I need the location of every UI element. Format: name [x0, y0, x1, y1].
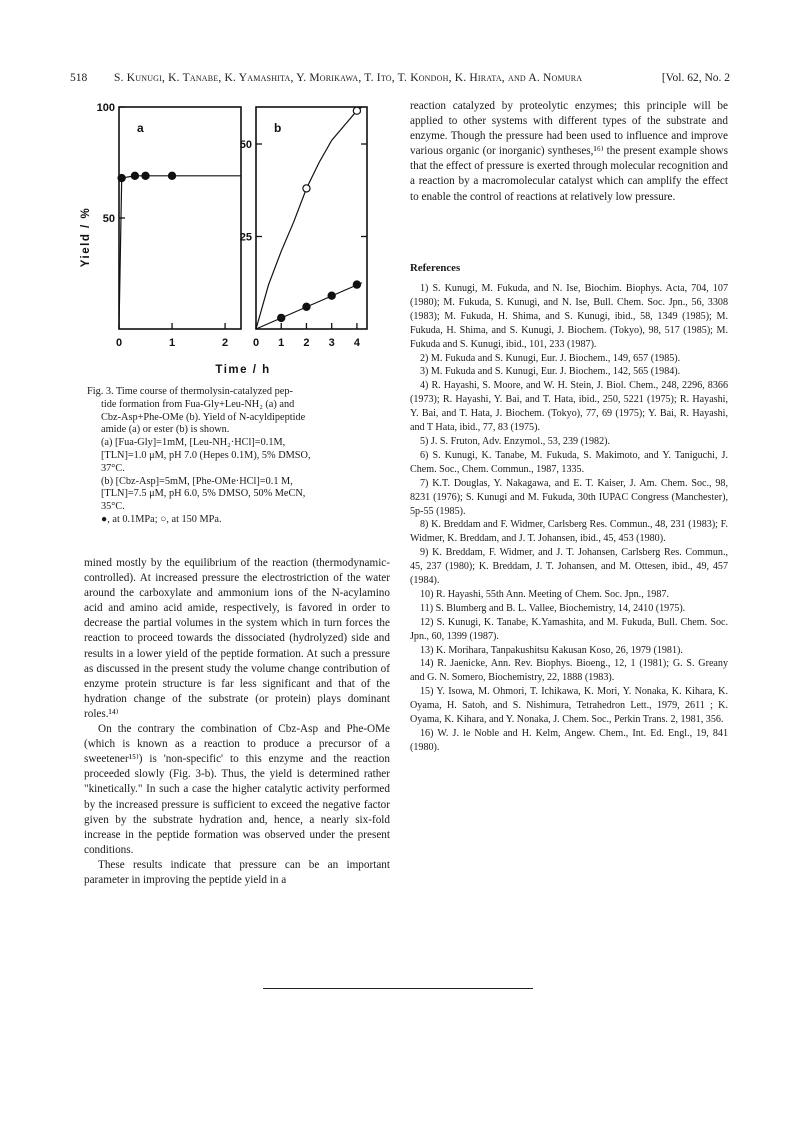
reference-item: 1) S. Kunugi, M. Fukuda, and N. Ise, Biochim. Biophys. Acta, 704, 107 (1980); M. Fukuda, S. Kunugi, and N. Ise, Bull. Chem. Soc. Jpn., 56, 3308 (1983); M. Fukuda, H. Shima, and S. Kunugi, ibid., 58, 1349 (1985); M. Fukuda, H. Shima, and S. Kunugi, J. Biochem. (Tokyo), 98, 517 (1985); M. Fukuda and S. Kunugi, ibid., 101, 233 (1987). [410, 283, 728, 350]
caption-line: [TLN]=1.0 μM, pH 7.0 (Hepes 0.1M), 5% DMSO, [101, 449, 311, 461]
reference-item: 16) W. J. le Noble and H. Kelm, Angew. Chem., Int. Ed. Engl., 19, 841 (1980). [410, 728, 728, 753]
x-axis-label: Time / h [215, 364, 271, 376]
footer-rule [263, 988, 533, 989]
caption-line: ●, at 0.1MPa; ○, at 150 MPa. [101, 513, 222, 525]
data-point-filled [168, 172, 175, 179]
reference-item: 12) S. Kunugi, K. Tanabe, K.Yamashita, and M. Fukuda, Bull. Chem. Soc. Jpn., 60, 1399 (1987). [410, 616, 728, 642]
body-paragraph: These results indicate that pressure can be an important parameter in improving the peptide yield in a [84, 858, 390, 886]
data-point-open [303, 185, 310, 192]
data-point-filled [131, 172, 138, 179]
data-point-open [353, 107, 360, 114]
figure-3-chart [75, 97, 390, 382]
figure-caption [87, 386, 390, 527]
caption-line: Fig. 3. Time course of thermolysin-catalyzed pep- [87, 386, 293, 397]
panel-label: a [137, 121, 144, 135]
reference-item: 11) S. Blumberg and B. L. Vallee, Biochemistry, 14, 2410 (1975). [420, 602, 686, 614]
y-tick-label: 100 [96, 102, 115, 114]
reference-item: 14) R. Jaenicke, Ann. Rev. Biophys. Bioeng., 12, 1 (1981); G. S. Greany and G. N. Somero, Biochemistry, 22, 1888 (1983). [410, 658, 728, 684]
x-tick-label: 4 [353, 337, 360, 349]
left-column-body [84, 556, 390, 888]
x-tick-label: 2 [303, 337, 310, 349]
data-point-filled [118, 174, 125, 181]
data-point-filled [278, 314, 285, 321]
plot-frame [119, 107, 241, 329]
caption-line: amide (a) or ester (b) is shown. [101, 424, 230, 436]
plot-frame [256, 107, 367, 329]
reference-item: 2) M. Fukuda and S. Kunugi, Eur. J. Biochem., 149, 657 (1985). [420, 352, 681, 364]
header-volume: [Vol. 62, No. 2 [661, 72, 730, 84]
right-column-body [410, 99, 728, 205]
caption-line: tide formation from Fua-Gly+Leu-NH₂ (a) and [101, 398, 295, 410]
page-number: 518 [70, 72, 88, 84]
x-tick-label: 2 [222, 337, 229, 349]
x-tick-label: 0 [115, 337, 123, 349]
body-paragraph: reaction catalyzed by proteolytic enzymes; this principle will be applied to other systems with different types of the substrate and enzyme. Though the pressure had been used to influence and improve various organic (or inorganic) syntheses,¹⁶⁾ the present example shows that the effect of pressure is exerted through molecular recognition and a reaction by a macromolecular catalyst which can amplify the effect to enable the control of reactions at relatively low pressure. [410, 100, 728, 203]
fit-curve [119, 176, 241, 329]
panel-label: b [274, 121, 282, 135]
x-tick-label: 3 [328, 337, 335, 349]
y-tick-label: 50 [239, 139, 252, 151]
reference-item: 9) K. Breddam, F. Widmer, and J. T. Johansen, Carlsberg Res. Commun., 45, 237 (1980); K. Breddam, J. T. Johansen, and M. Ottesen, ibid., 49, 457 (1984). [410, 547, 728, 587]
body-paragraph: On the contrary the combination of Cbz-Asp and Phe-OMe (which is known as a reaction to produce a precursor of a sweetener¹⁵⁾) is 'non-specific' to this enzyme and the reaction proceeded slowly (Fig. 3-b). Thus, the yield is determined rather "kinetically." In such a case the higher catalytic activity performed by the increased pressure is sufficient to exceed the negative factor given by the substrate hydration and, hence, a nearly six-fold increase in the peptide formation was observed under the present conditions. [84, 723, 390, 856]
data-point-filled [303, 303, 310, 310]
x-tick-label: 1 [278, 337, 285, 349]
x-tick-label: 1 [168, 337, 176, 349]
data-point-filled [328, 292, 335, 299]
x-tick-label: 0 [252, 337, 260, 349]
reference-item: 6) S. Kunugi, K. Tanabe, M. Fukuda, S. Makimoto, and Y. Taniguchi, J. Chem. Soc., Chem. Commun., 1987, 1335. [410, 449, 728, 475]
figure-3 [75, 97, 390, 382]
running-header [70, 72, 730, 90]
reference-item: 3) M. Fukuda and S. Kunugi, Eur. J. Biochem., 142, 565 (1984). [420, 366, 681, 378]
data-point-filled [142, 172, 149, 179]
y-tick-label: 50 [102, 213, 115, 225]
reference-item: 5) J. S. Fruton, Adv. Enzymol., 53, 239 (1982). [420, 435, 611, 447]
reference-item: 7) K.T. Douglas, Y. Nakagawa, and E. T. Kaiser, J. Am. Chem. Soc., 98, 8231 (1976); S. Kunugi and M. Fukuda, 30th IUPAC Congress (Manchester), 5p-55 (1985). [410, 477, 728, 517]
caption-line: 37°C. [101, 462, 125, 474]
caption-line: 35°C. [101, 501, 125, 513]
reference-item: 15) Y. Isowa, M. Ohmori, T. Ichikawa, K. Mori, Y. Nonaka, K. Kihara, K. Oyama, H. Satoh, and S. Nishimura, Tetrahedron Lett., 1979, 2611 ; K. Oyama, K. Kihara, and Y. Nonaka, J. Chem. Soc., Perkin Trans. 2, 1981, 356. [410, 686, 728, 726]
reference-item: 13) K. Morihara, Tanpakushitsu Kakusan Koso, 26, 1979 (1981). [420, 644, 683, 656]
data-point-filled [353, 281, 360, 288]
references-heading: References [410, 262, 461, 274]
caption-line: Cbz-Asp+Phe-OMe (b). Yield of N-acyldipeptide [101, 411, 306, 423]
y-axis-label: Yield / % [80, 206, 92, 268]
caption-line: [TLN]=7.5 μM, pH 6.0, 5% DMSO, 50% MeCN, [101, 488, 306, 500]
reference-item: 10) R. Hayashi, 55th Ann. Meeting of Chem. Soc. Jpn., 1987. [420, 588, 669, 600]
body-paragraph: mined mostly by the equilibrium of the reaction (thermodynamic-controlled). At increased pressure the electrostriction of the water around the carboxylate and ammonium ions of the N-acylamino acid and amino acid amide, respectively, is favored in order to decrease the partial volumes in the system which in turn forces the reaction to proceed towards the dissociated (hydrolyzed) side and results in a lower yield of the peptide formation. At such a pressure as discussed in the present study the volume change contribution of enzyme protein structure is far less significant and that of the hydration change of the substrate (or protein) plays dominant roles.¹⁴⁾ [84, 557, 390, 720]
fit-curve [256, 107, 362, 329]
reference-item: 8) K. Breddam and F. Widmer, Carlsberg Res. Commun., 48, 231 (1983); F. Widmer, K. Breddam, and J. T. Johansen, ibid., 45, 453 (1980). [410, 519, 728, 545]
reference-item: 4) R. Hayashi, S. Moore, and W. H. Stein, J. Biol. Chem., 248, 2296, 8366 (1973); R. Hayashi, Y. Bai, and T. Hata, ibid., 250, 5221 (1975); R. Hayashi, Y. Bai, and T. Hata, J. Biochem. (Tokyo), 77, 69 (1975); Y. Bai, R. Hayashi, and T Hata, ibid., 77, 83 (1975). [410, 380, 728, 434]
caption-line: (a) [Fua-Gly]=1mM, [Leu-NH₂·HCl]=0.1M, [101, 437, 286, 449]
header-authors: S. Kunugi, K. Tanabe, K. Yamashita, Y. Morikawa, T. Ito, T. Kondoh, K. Hirata, and A. Nomura [114, 72, 583, 84]
y-tick-label: 25 [239, 231, 252, 244]
caption-line: (b) [Cbz-Asp]=5mM, [Phe-OMe·HCl]=0.1 M, [101, 475, 293, 487]
references-list [410, 282, 728, 755]
